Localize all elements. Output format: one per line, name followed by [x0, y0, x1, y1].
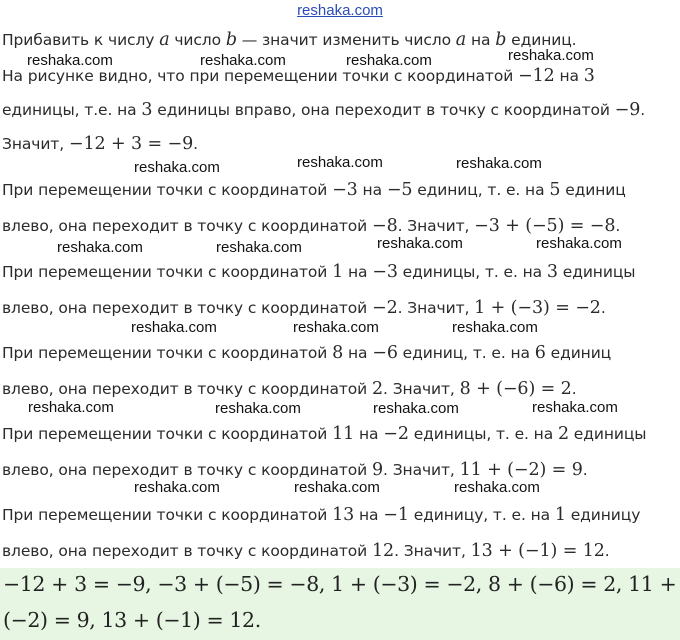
- watermark-text: reshaka.com: [134, 479, 220, 496]
- math-expression: −2: [372, 298, 398, 318]
- text-line: [2, 298, 606, 318]
- watermark-text: reshaka.com: [27, 52, 113, 69]
- text-segment: влево, она переходит в точку с координатой: [2, 461, 372, 479]
- watermark-text: reshaka.com: [508, 47, 594, 64]
- text-segment: .: [600, 299, 606, 317]
- math-expression: −3 + (−5) = −8: [474, 216, 616, 236]
- text-segment: При перемещении точки с координатой: [2, 425, 333, 443]
- text-segment: . Значит,: [394, 542, 471, 560]
- text-line: [2, 134, 198, 154]
- math-expression: −1: [383, 505, 409, 525]
- answer-line-1: −12 + 3 = −9, −3 + (−5) = −8, 1 + (−3) = −2, 8 + (−6) = 2, 11 +: [3, 572, 677, 596]
- text-segment: единиц.: [506, 31, 577, 49]
- math-expression: 8: [332, 343, 344, 363]
- math-expression: 1 + (−3) = −2: [474, 298, 601, 318]
- watermark-text: reshaka.com: [215, 400, 301, 417]
- math-expression: 1: [332, 262, 344, 282]
- math-expression: 6: [534, 343, 546, 363]
- math-expression: 9: [372, 460, 384, 480]
- text-segment: единицы, т. е. на: [397, 263, 547, 281]
- text-segment: Прибавить к числу: [2, 31, 160, 49]
- watermark-text: reshaka.com: [131, 319, 217, 336]
- math-expression: −12: [518, 66, 555, 86]
- text-segment: . Значит,: [383, 380, 460, 398]
- math-expression: −2: [383, 424, 409, 444]
- text-segment: .: [193, 135, 198, 153]
- text-segment: . Значит,: [397, 217, 475, 235]
- math-expression: −3: [372, 262, 398, 282]
- text-segment: .: [615, 217, 621, 235]
- math-expression: 13 + (−1) = 12: [470, 541, 605, 561]
- text-segment: .: [571, 380, 577, 398]
- text-line: [2, 541, 610, 561]
- watermark-text: reshaka.com: [454, 479, 540, 496]
- text-segment: влево, она переходит в точку с координатой: [2, 542, 372, 560]
- math-expression: 1: [554, 505, 566, 525]
- math-expression: −9: [614, 100, 641, 120]
- answer-box: [0, 568, 680, 640]
- watermark-text: reshaka.com: [294, 479, 380, 496]
- watermark-text: reshaka.com: [28, 399, 114, 416]
- math-expression: b: [225, 30, 237, 50]
- site-link[interactable]: reshaka.com: [297, 2, 383, 19]
- math-expression: 2: [372, 379, 384, 399]
- text-segment: единицы, т. е. на: [408, 425, 558, 443]
- text-segment: .: [582, 461, 588, 479]
- text-segment: единицы, т.е. на: [2, 101, 142, 119]
- watermark-text: reshaka.com: [216, 239, 302, 256]
- watermark-text: reshaka.com: [452, 319, 538, 336]
- text-segment: на: [466, 31, 496, 49]
- watermark-text: reshaka.com: [134, 159, 220, 176]
- text-line: [2, 30, 576, 50]
- math-expression: −6: [372, 343, 398, 363]
- text-segment: — значит изменить число: [236, 31, 456, 49]
- text-segment: . Значит,: [397, 299, 475, 317]
- text-segment: на: [354, 506, 384, 524]
- math-expression: 5: [549, 180, 561, 200]
- text-line: [2, 379, 577, 399]
- text-segment: единицы: [557, 263, 636, 281]
- text-line: [2, 424, 646, 444]
- text-segment: единицы вправо, она переходит в точку с координатой: [152, 101, 615, 119]
- watermark-text: reshaka.com: [200, 52, 286, 69]
- text-line: [2, 262, 635, 282]
- math-expression: 3: [546, 262, 558, 282]
- math-expression: 12: [372, 541, 395, 561]
- math-expression: a: [159, 30, 170, 50]
- text-segment: число: [169, 31, 226, 49]
- text-line: [2, 505, 640, 525]
- text-segment: влево, она переходит в точку с координатой: [2, 380, 372, 398]
- watermark-text: reshaka.com: [297, 154, 383, 171]
- math-expression: −3: [332, 180, 358, 200]
- math-expression: a: [455, 30, 467, 50]
- text-line: [2, 100, 645, 120]
- text-line: [2, 66, 595, 86]
- math-expression: 13: [332, 505, 355, 525]
- watermark-text: reshaka.com: [346, 52, 432, 69]
- math-expression: 11 + (−2) = 9: [459, 460, 583, 480]
- math-expression: 3: [583, 66, 595, 86]
- text-segment: единицу, т. е. на: [408, 506, 555, 524]
- text-segment: на: [343, 263, 373, 281]
- text-line: [2, 180, 626, 200]
- watermark-text: reshaka.com: [293, 319, 379, 336]
- text-line: [2, 216, 620, 236]
- text-segment: единицу: [565, 506, 641, 524]
- text-segment: При перемещении точки с координатой: [2, 263, 333, 281]
- text-segment: влево, она переходит в точку с координатой: [2, 299, 372, 317]
- text-segment: единицы: [568, 425, 647, 443]
- text-segment: .: [640, 101, 646, 119]
- watermark-text: reshaka.com: [57, 239, 143, 256]
- text-segment: При перемещении точки с координатой: [2, 181, 333, 199]
- watermark-text: reshaka.com: [377, 235, 463, 252]
- watermark-text: reshaka.com: [456, 155, 542, 172]
- math-expression: 8 + (−6) = 2: [459, 379, 572, 399]
- text-segment: на: [343, 344, 373, 362]
- watermark-text: reshaka.com: [536, 235, 622, 252]
- math-expression: 11: [332, 424, 355, 444]
- text-segment: Значит,: [2, 135, 69, 153]
- text-segment: При перемещении точки с координатой: [2, 344, 333, 362]
- math-expression: −5: [386, 180, 413, 200]
- math-expression: −8: [372, 216, 398, 236]
- text-segment: На рисунке видно, что при перемещении точки с координатой: [2, 67, 519, 85]
- text-segment: влево, она переходит в точку с координатой: [2, 217, 372, 235]
- math-expression: 3: [141, 100, 153, 120]
- text-line: [2, 460, 588, 480]
- text-segment: единиц, т. е. на: [412, 181, 550, 199]
- text-segment: на: [357, 181, 387, 199]
- math-expression: −12 + 3 = −9: [68, 134, 194, 154]
- watermark-text: reshaka.com: [532, 399, 618, 416]
- text-segment: на: [554, 67, 584, 85]
- text-segment: единиц: [545, 344, 612, 362]
- math-expression: 2: [557, 424, 569, 444]
- math-expression: b: [495, 30, 507, 50]
- text-segment: единиц: [560, 181, 626, 199]
- text-segment: единиц, т. е. на: [397, 344, 535, 362]
- text-segment: на: [354, 425, 384, 443]
- text-line: [2, 343, 611, 363]
- watermark-text: reshaka.com: [373, 400, 459, 417]
- answer-line-2: (−2) = 9, 13 + (−1) = 12.: [3, 608, 261, 632]
- text-segment: .: [604, 542, 610, 560]
- text-segment: При перемещении точки с координатой: [2, 506, 333, 524]
- text-segment: . Значит,: [383, 461, 460, 479]
